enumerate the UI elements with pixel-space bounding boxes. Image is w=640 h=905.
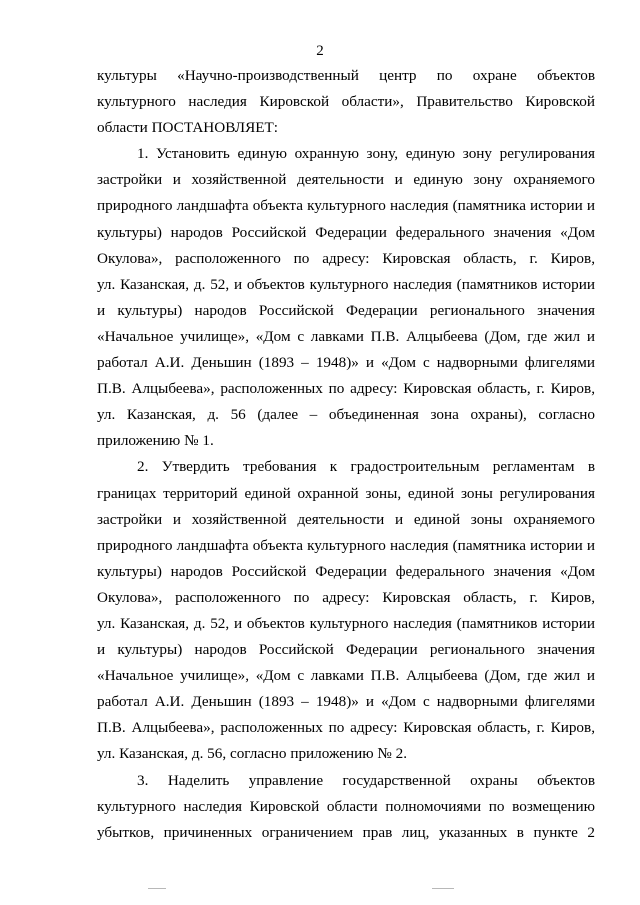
paragraph-item-2 (97, 454, 595, 767)
paragraph-item-1 (97, 141, 595, 454)
text-line: 1. Установить единую охранную зону, единую зону регулирования (137, 145, 595, 163)
text-line: культуры «Научно-производственный центр по охране объектов (97, 67, 595, 84)
text-line: культуры) народов Российской Федерации федерального значения «Дом (97, 562, 595, 580)
text-line: ул. Казанская, д. 56 (далее – объединенная зона охраны), согласно (97, 406, 595, 424)
text-line: работал А.И. Деньшин (1893 – 1948)» и «Дом с надворными флигелями (97, 354, 595, 372)
text-line: работал А.И. Деньшин (1893 – 1948)» и «Дом с надворными флигелями (97, 693, 595, 711)
text-line: культуры) народов Российской Федерации федерального значения «Дом (97, 223, 595, 241)
paragraph-preamble-continuation (97, 63, 595, 141)
text-line: ул. Казанская, д. 56, согласно приложению № 2. (97, 745, 408, 763)
text-line: природного ландшафта объекта культурного наследия (памятника истории и (97, 197, 595, 215)
text-line: застройки и хозяйственной деятельности и единой зоны охраняемого (97, 510, 595, 528)
text-line: Окулова», расположенного по адресу: Кировская область, г. Киров, (97, 588, 595, 606)
page-number: 2 (316, 43, 324, 59)
text-line: ул. Казанская, д. 52, и объектов культурного наследия (памятников истории (97, 275, 595, 293)
text-line: «Начальное училище», «Дом с лавками П.В. Алцыбеева (Дом, где жил и (97, 327, 595, 345)
text-line: 2. Утвердить требования к градостроительным регламентам в (137, 458, 595, 476)
text-line: Окулова», расположенного по адресу: Кировская область, г. Киров, (97, 249, 595, 267)
text-line: культурного наследия Кировской области», Правительство Кировской (97, 93, 595, 111)
text-line: П.В. Алцыбеева», расположенных по адресу: Кировская область, г. Киров, (97, 719, 595, 737)
text-line: ул. Казанская, д. 52, и объектов культурного наследия (памятников истории (97, 614, 595, 632)
text-line: культурного наследия Кировской области полномочиями по возмещению (97, 797, 595, 815)
document-body (97, 63, 595, 846)
text-line: 3. Наделить управление государственной охраны объектов (137, 771, 595, 789)
text-line: природного ландшафта объекта культурного наследия (памятника истории и (97, 536, 595, 554)
text-line: области ПОСТАНОВЛЯЕТ: (97, 119, 278, 137)
scan-artifact (0, 888, 640, 894)
text-line: застройки и хозяйственной деятельности и единую зону охраняемого (97, 171, 595, 189)
scan-mark (432, 888, 454, 889)
text-line: П.В. Алцыбеева», расположенных по адресу: Кировская область, г. Киров, (97, 380, 595, 398)
text-line: приложению № 1. (97, 432, 214, 450)
text-line: «Начальное училище», «Дом с лавками П.В. Алцыбеева (Дом, где жил и (97, 667, 595, 685)
text-line: убытков, причиненных ограничением прав лиц, указанных в пункте 2 (97, 823, 595, 841)
text-line: и культуры) народов Российской Федерации регионального значения (97, 641, 595, 659)
text-line: и культуры) народов Российской Федерации регионального значения (97, 301, 595, 319)
text-line: границах территорий единой охранной зоны, единой зоны регулирования (97, 484, 595, 502)
paragraph-item-3 (97, 768, 595, 846)
scan-mark (148, 888, 166, 889)
